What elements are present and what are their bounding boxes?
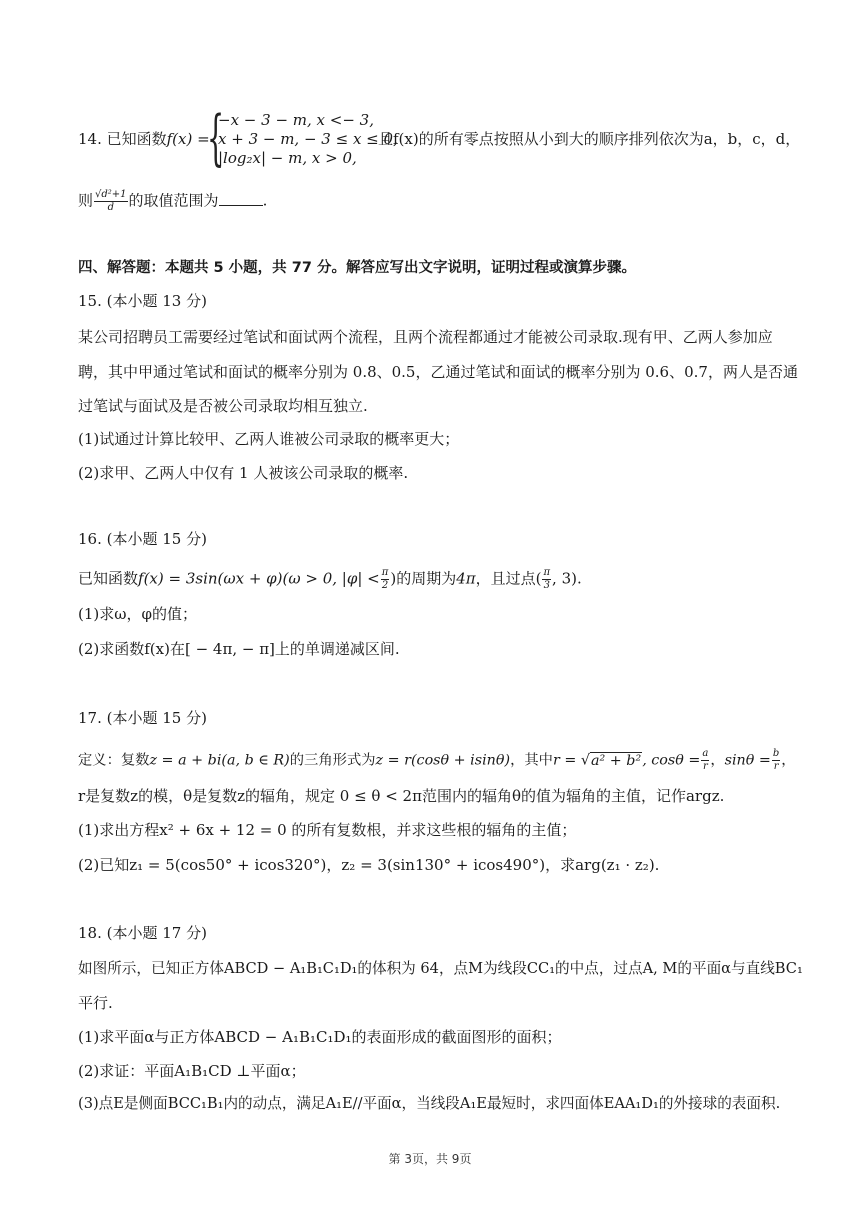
q18-part3: (3)点E是侧面BCC₁B₁内的动点，满足A₁E//平面α，当线段A₁E最短时，求四面体EAA₁D₁的外接球的表面积. [78,1095,781,1112]
q17-line2: r是复数z的模，θ是复数z的辐角，规定 0 ≤ θ < 2π范围内的辐角θ的值为辐角的主值，记作argz. [78,787,725,805]
q18-part2: (2)求证：平面A₁B₁CD ⊥平面α； [78,1062,306,1080]
piecewise-brace-icon: { [207,103,225,173]
q17-line1: 定义：复数z = a + bi(a, b ∈ R)的三角形式为z = r(cosθ + isinθ)，其中r = √a² + b², cosθ = $\frac{a}{r}$ ，sinθ = $\frac{b}{r}$ ， [78,748,796,772]
q14-prefix: 14. 已知函数f(x) = [78,130,210,148]
q15-line1: 某公司招聘员工需要经过笔试和面试两个流程，且两个流程都通过才能被公司录取.现有甲、乙两人参加应 [78,328,773,346]
section-four-heading: 四、解答题：本题共 5 小题，共 77 分。解答应写出文字说明，证明过程或演算步骤。 [78,260,636,276]
q18-line2: 平行. [78,994,113,1012]
page-footer: 第 3页，共 9页 [388,1152,472,1166]
q18-header: 18. (本小题 17 分) [78,924,207,942]
q15-part1: (1)试通过计算比较甲、乙两人谁被公司录取的概率更大； [78,430,460,448]
q15-line3: 过笔试与面试及是否被公司录取均相互独立. [78,397,368,415]
q16-part2: (2)求函数f(x)在[ − 4π, − π]上的单调递减区间. [78,640,400,658]
q15-part2: (2)求甲、乙两人中仅有 1 人被该公司录取的概率. [78,464,409,482]
q17-header: 17. (本小题 15 分) [78,709,207,727]
q15-header: 15. (本小题 13 分) [78,292,207,310]
q14-fraction: $\frac{\text{√d²+1}}{d}$ [95,189,127,213]
answer-blank [219,191,263,206]
q14-after: 且f(x)的所有零点按照从小到大的顺序排列依次为a，b，c，d， [378,130,801,148]
q18-line1: 如图所示，已知正方体ABCD − A₁B₁C₁D₁的体积为 64，点M为线段CC₁的中点，过点A, M的平面α与直线BC₁ [78,960,803,977]
q14-line2: 则 $\frac{\text{√d²+1}}{d}$ 的取值范围为 . [78,189,268,213]
q16-header: 16. (本小题 15 分) [78,530,207,548]
q16-part1: (1)求ω，φ的值； [78,605,197,623]
q17-part1: (1)求出方程x² + 6x + 12 = 0 的所有复数根，并求这些根的辐角的主值； [78,821,577,839]
q14-case3: |log₂x| − m, x > 0, [218,149,357,167]
q18-part1: (1)求平面α与正方体ABCD − A₁B₁C₁D₁的表面形成的截面图形的面积； [78,1028,562,1046]
q17-part2: (2)已知z₁ = 5(cos50° + icos320°)，z₂ = 3(sin130° + icos490°)，求arg(z₁ · z₂). [78,856,660,874]
q15-line2: 聘，其中甲通过笔试和面试的概率分别为 0.8、0.5，乙通过笔试和面试的概率分别为 0.6、0.7，两人是否通 [78,363,798,381]
q14-case1: −x − 3 − m, x <− 3, [218,111,374,129]
q14-case2: x + 3 − m, − 3 ≤ x ≤ 0, [218,130,398,148]
q16-line1: 已知函数f(x) = 3sin(ωx + φ)(ω > 0, |φ| < $\frac{\pi}{2}$ )的周期为4π，且过点( $\frac{\pi}{3}$ , 3). [78,567,582,591]
